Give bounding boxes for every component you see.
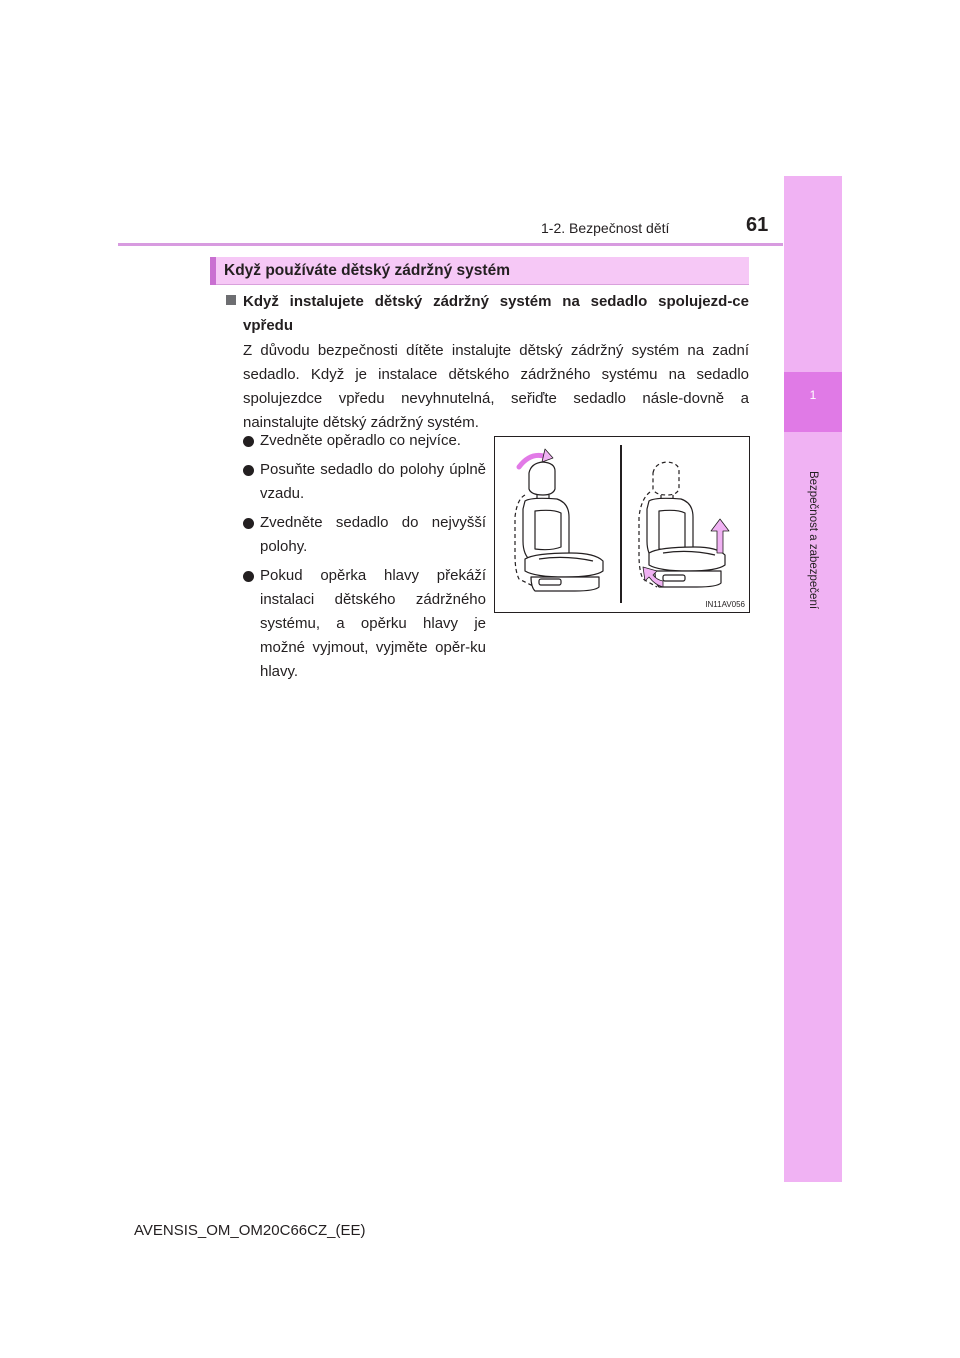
bullet-dot-icon [243,436,254,447]
body-paragraph: Z důvodu bezpečnosti dítěte instalujte dětský zádržný systém na zadní sedadlo. Když je instalace dětského zádržného systému na sedadlo spolujezdce vpředu nevyhnutelná, seřiďte sedadlo násle-dovně a nainstalujte dětský zádržný systém. [243,342,749,431]
seat-right-icon [639,462,729,587]
side-chapter-marker [784,372,842,432]
bullet-dot-icon [243,465,254,476]
header-section-title: 1-2. Bezpečnost dětí [541,220,670,236]
list-item [243,429,486,453]
list-item-text: Zvedněte opěradlo co nejvíce. [260,432,461,449]
list-item-text: Pokud opěrka hlavy překáží instalaci dětského zádržného systému, a opěrku hlavy je možné vyjmout, vyjměte opěr-ku hlavy. [260,567,486,680]
figure-code: IN11AV056 [705,600,745,609]
bullet-dot-icon [243,518,254,529]
list-item-text: Zvedněte sedadlo do nejvyšší polohy. [260,514,486,555]
section-heading-accent [210,257,216,285]
list-item [243,458,486,506]
subheading: Když instalujete dětský zádržný systém na sedadlo spolujezd-ce vpředu [243,293,749,334]
section-heading: Když používáte dětský zádržný systém [224,262,510,279]
list-item-text: Posuňte sedadlo do polohy úplně vzadu. [260,461,486,502]
seat-adjustment-illustration [494,436,750,613]
subheading-square-icon [226,295,236,305]
bullet-dot-icon [243,571,254,582]
footer-doc-code: AVENSIS_OM_OM20C66CZ_(EE) [134,1222,366,1239]
side-chapter-title: Bezpečnost a zabezpečení [807,470,819,610]
seat-left-icon [515,449,603,591]
header-divider [118,243,783,246]
instruction-list [243,429,486,689]
side-chapter-number: 1 [809,388,817,402]
seat-illustration-graphic [495,437,749,612]
list-item [243,511,486,559]
page-number: 61 [746,214,769,236]
list-item [243,564,486,684]
side-chapter-tab [784,176,842,1182]
